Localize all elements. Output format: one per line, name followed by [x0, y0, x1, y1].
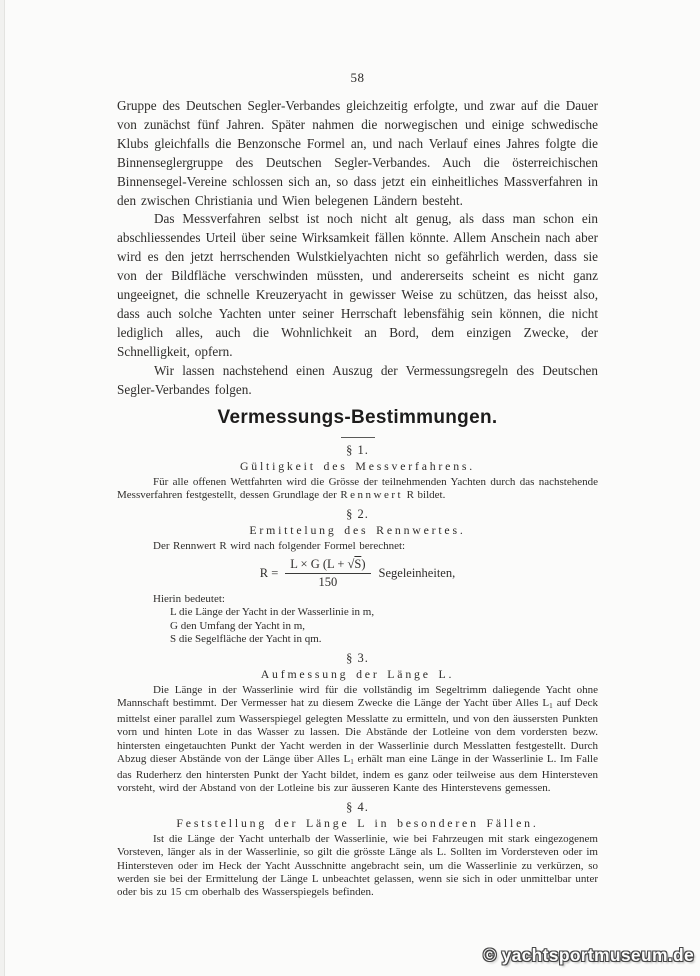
- formula-numerator-post: ): [361, 557, 366, 572]
- L1-subscript: 1: [350, 757, 354, 766]
- section-4-body-run: Ist die Länge der Yacht unterhalb der Wasserlinie, wie bei Fahrzeugen mit stark eingezogenem Vorsteven, länger als in der Wasserlinie, so gilt die grösste Länge als L. Sollten im Vordersteven oder im Hintersteven oder im Heck der Yacht Ausschnitte angebracht sein, um die Wasserlinie zu verkürzen, so werden sie bei der Ermittelung der Länge L unbeachtet gelassen, wenn sie sich in oder unmittelbar unter oder bis zu 15 cm oberhalb des Wasserspiegels befinden.: [117, 833, 598, 898]
- formula-numerator-pre: L × G (L + √: [290, 557, 355, 572]
- section-4-mark: § 4.: [346, 800, 369, 815]
- rennwert-formula: [117, 557, 598, 590]
- formula-definitions: [170, 606, 598, 646]
- scan-edge-line: [4, 0, 5, 976]
- intro-paragraph-3: Wir lassen nachstehend einen Auszug der Vermessungsregeln des Deutschen Segler-Verbandes folgen.: [117, 362, 598, 397]
- section-1-body-run: R bildet.: [403, 488, 446, 501]
- page-number: 58: [350, 70, 365, 85]
- section-4: [117, 800, 598, 899]
- heading-rule: [341, 437, 375, 438]
- section-2: [117, 507, 598, 646]
- definition-G: G den Umfang der Yacht in m,: [170, 619, 306, 632]
- section-1-body-rennwert-spaced: Rennwert: [340, 488, 404, 501]
- intro-paragraph-2: Das Messverfahren selbst ist noch nicht alt genug, als dass man schon ein abschliessendes Urteil über seine Wirksamkeit fällen könnte. Allem Anschein nach aber wird es den jetzt herrschenden Wulstkielyachten nicht so gefährlich werden, dass sie von der Bildfläche verschwinden müssten, und andererseits scheint es nicht ganz ungeeignet, die schnelle Kreuzeryacht in gewisser Weise zu schützen, das heisst also, dass auch solche Yachten unter seiner Herrschaft lebensfähig sein können, die nicht lediglich alles, auch die Wohnlichkeit an Bord, dem einzigen Zwecke, der Schnelligkeit, opfern.: [117, 211, 598, 359]
- section-1-body: [117, 476, 598, 502]
- section-3-mark: § 3.: [346, 650, 369, 665]
- section-3-body-run: Die Länge in der Wasserlinie wird für die vollständig im Segeltrimm daliegende Yacht ohne Mannschaft bestimmt. Der Vermesser hat zu diesem Zwecke die Länge der Yacht über Alles L: [117, 683, 598, 710]
- formula-numerator: [285, 557, 370, 574]
- formula-denominator: 150: [318, 575, 338, 590]
- watermark: © yachtsportmuseum.de: [483, 945, 694, 965]
- definitions-label: Hierin bedeutet:: [153, 593, 225, 606]
- definition-L: L die Länge der Yacht in der Wasserlinie in m,: [170, 606, 375, 619]
- section-3-body-run: erhält man eine Länge in der Wasserlinie L. Im Falle das Ruderherz den hintersten Punkt der Yacht bildet, indem es ganz oder teilweise aus dem Hintersteven vorsteht, wird der Abstand von der Lotleine bis zur äusseren Kante des Hinterstevens gemessen.: [117, 752, 598, 794]
- section-1-title: Gültigkeit des Messverfahrens.: [239, 458, 476, 473]
- section-3: [117, 651, 598, 795]
- section-1: [117, 443, 598, 502]
- section-3-body: [117, 684, 598, 795]
- document-heading: Vermessungs-Bestimmungen.: [217, 406, 498, 428]
- section-3-title: Aufmessung der Länge L.: [260, 666, 455, 681]
- section-4-title: Feststellung der Länge L in besonderen Fällen.: [176, 816, 539, 831]
- section-4-body: [117, 833, 598, 899]
- L1-subscript: 1: [549, 701, 553, 710]
- formula-fraction: [285, 557, 370, 590]
- formula-radicand: S: [354, 557, 362, 572]
- section-1-mark: § 1.: [346, 442, 369, 457]
- formula-intro: Der Rennwert R wird nach folgender Formel berechnet:: [153, 539, 406, 552]
- formula-suffix: Segeleinheiten,: [378, 566, 456, 581]
- formula-lhs: R =: [259, 566, 279, 581]
- section-2-mark: § 2.: [346, 506, 369, 521]
- intro-paragraph-1: Gruppe des Deutschen Segler-Verbandes gleichzeitig erfolgte, und zwar auf die Dauer von zunächst fünf Jahren. Später nahmen die norwegischen und einige schwedische Klubs gleichfalls die Benzonsche Formel an, und nach Verlauf eines Jahres folgte die Binnenseglergruppe des Deutschen Segler-Verbandes. Auch die österreichischen Binnensegel-Vereine schlossen sich an, so dass jetzt ein einheitliches Massverfahren in den zwischen Christiania und Wien belegenen Ländern besteht.: [117, 98, 598, 208]
- definition-S: S die Segelfläche der Yacht in qm.: [170, 632, 322, 645]
- section-2-title: Ermittelung des Rennwertes.: [249, 522, 466, 537]
- section-3-body-run: auf Deck mittelst einer parallel zum Wasserspiegel gelegten Messlatte zu ermitteln, und von den äussersten Punkten vorn und hinten Lote in das Wasser zu lassen. Die Abstände der Lotleine von dem vordersten bezw. hintersten eingetauchten Punkt der Yacht werden in der Wasserlinie durch Messlatten festgestellt. Durch Abzug dieser Abstände von der Länge über Alles L: [117, 697, 598, 765]
- section-1-body-run: Für alle offenen Wettfahrten wird die Grösse der teilnehmenden Yachten durch das nachstehende Messverfahren festgestellt, dessen Grundlage der: [117, 475, 598, 501]
